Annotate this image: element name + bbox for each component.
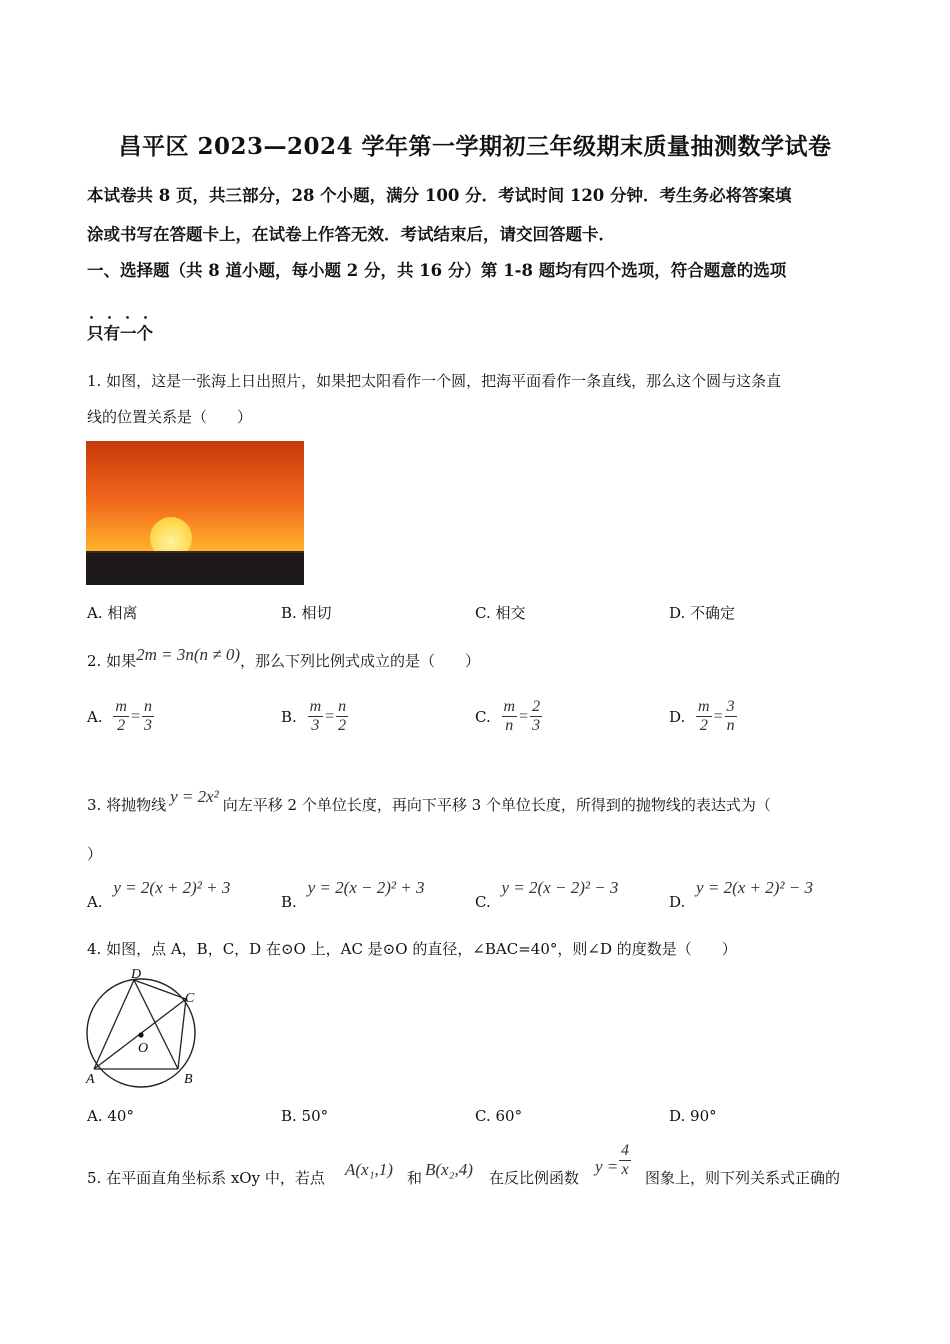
q3-option-letter: B.	[281, 893, 297, 911]
emphasis-text: 只有一个	[87, 324, 153, 343]
denominator: 2	[338, 717, 347, 734]
q5-suffix: 图象上，则下列关系式正确的	[645, 1169, 841, 1187]
emphasis-dots: ．．．．	[89, 303, 170, 322]
q5-point-b: B(x₂,4)	[425, 1160, 473, 1179]
label-o: O	[138, 1041, 149, 1056]
numerator: m	[698, 698, 710, 715]
q2-prefix: 2. 如果	[87, 652, 137, 670]
fraction	[696, 698, 712, 735]
numerator: m	[115, 698, 127, 715]
denominator: 3	[311, 717, 320, 734]
q4-option-c[interactable]: C. 60°	[475, 1107, 523, 1125]
chord-ad	[94, 980, 134, 1069]
label-d: D	[131, 967, 142, 982]
q3-stem	[87, 787, 771, 815]
label-a: A	[86, 1072, 95, 1087]
q4-option-b[interactable]: B. 50°	[281, 1107, 329, 1125]
denominator: x	[621, 1161, 629, 1178]
numerator: m	[309, 698, 322, 715]
q1-option-c[interactable]: C. 相交	[475, 604, 526, 622]
sky	[86, 441, 304, 553]
q2-option-d[interactable]: D. $\frac{m}{2}$ = $\frac{3}{n}$	[669, 698, 735, 734]
denominator: 3	[143, 717, 152, 734]
fraction	[336, 698, 348, 735]
fraction	[502, 698, 518, 735]
q3-option-math: y = 2(x + 2)² + 3	[113, 878, 231, 897]
q3-option-letter: D.	[669, 893, 686, 911]
q2-stem	[87, 645, 481, 671]
denominator: n	[505, 717, 514, 734]
label-b: B	[184, 1072, 193, 1087]
sunrise-photo	[86, 441, 304, 585]
numerator: 3	[726, 698, 735, 715]
center-point	[138, 1032, 143, 1037]
q4-option-a[interactable]: A. 40°	[87, 1107, 134, 1125]
denominator: 3	[532, 717, 541, 734]
q3-parabola-math: y = 2x²	[170, 787, 219, 806]
intro-line-2: 涂或书写在答题卡上，在试卷上作答无效．考试结束后，请交回答题卡．	[87, 225, 615, 244]
fraction	[530, 698, 542, 735]
q2-option-c[interactable]: C. $\frac{m}{n}$ = $\frac{2}{3}$	[475, 698, 541, 734]
fraction	[725, 698, 737, 735]
page-title: 昌平区 2023—2024 学年第一学期初三年级期末质量抽测数学试卷	[118, 133, 832, 160]
q5-func-fraction	[619, 1142, 631, 1179]
q1-option-b[interactable]: B. 相切	[281, 604, 332, 622]
q5-func-lhs: y =	[595, 1157, 619, 1176]
fraction	[142, 698, 154, 735]
q2-option-letter: B.	[281, 707, 297, 726]
q1-text-line-1: 1. 如图，这是一张海上日出照片，如果把太阳看作一个圆，把海平面看作一条直线，那么这个圆与这条直	[87, 372, 782, 390]
denominator: 2	[117, 717, 126, 734]
numerator: m	[503, 698, 516, 715]
q3-option-b[interactable]	[281, 878, 425, 911]
circle-diagram	[80, 966, 210, 1090]
numerator: n	[143, 698, 152, 715]
q3-option-math: y = 2(x + 2)² − 3	[696, 878, 813, 897]
fraction	[308, 698, 324, 735]
numerator: 2	[532, 698, 541, 715]
q3-prefix: 3. 将抛物线	[87, 796, 167, 814]
q2-condition-math: 2m = 3n(n ≠ 0)	[136, 645, 240, 664]
sea	[86, 551, 304, 585]
q1-option-a[interactable]: A. 相离	[87, 604, 138, 622]
q2-suffix: ，那么下列比例式成立的是（ ）	[240, 652, 481, 670]
q2-option-a[interactable]: A. $\frac{m}{2}$ = $\frac{n}{3}$	[87, 698, 152, 734]
numerator: n	[338, 698, 347, 715]
q3-stem-line-2: ）	[87, 845, 103, 863]
q3-suffix: 向左平移 2 个单位长度，再向下平移 3 个单位长度，所得到的抛物线的表达式为（	[222, 796, 771, 814]
q3-option-c[interactable]	[475, 878, 619, 911]
chord-bc	[178, 999, 186, 1069]
q5-point-a: A(x₁,1)	[345, 1160, 393, 1179]
q3-option-math: y = 2(x − 2)² − 3	[501, 878, 619, 897]
horizon-line	[86, 551, 304, 553]
q1-option-d[interactable]: D. 不确定	[669, 604, 736, 622]
q3-option-d[interactable]	[669, 878, 813, 911]
numerator: 4	[621, 1142, 629, 1159]
q5-mid2: 在反比例函数	[489, 1169, 580, 1187]
intro-line-1: 本试卷共 8 页，共三部分，28 个小题，满分 100 分．考试时间 120 分钟．考生务必将答案填	[87, 186, 792, 205]
q2-option-b[interactable]: B. $\frac{m}{3}$ = $\frac{n}{2}$	[281, 698, 347, 734]
fraction	[113, 698, 129, 735]
section-heading: 一、选择题（共 8 道小题，每小题 2 分，共 16 分）第 1-8 题均有四个选项，符合题意的选项	[87, 261, 787, 280]
q3-option-letter: C.	[475, 893, 491, 911]
q5-stem	[87, 1142, 887, 1192]
denominator: 2	[699, 717, 708, 734]
q5-and: 和	[407, 1169, 423, 1187]
q2-option-letter: A.	[87, 707, 103, 726]
q1-text-line-2: 线的位置关系是（ ）	[87, 408, 253, 426]
q5-prefix: 5. 在平面直角坐标系 xOy 中，若点	[87, 1169, 325, 1187]
q3-option-math: y = 2(x − 2)² + 3	[307, 878, 425, 897]
q4-stem: 4. 如图，点 A，B，C，D 在⊙O 上，AC 是⊙O 的直径，∠BAC=40°，则∠D 的度数是（ ）	[87, 940, 737, 958]
q2-option-letter: C.	[475, 707, 491, 726]
q2-option-letter: D.	[669, 707, 686, 726]
q4-option-d[interactable]: D. 90°	[669, 1107, 717, 1125]
denominator: n	[726, 717, 735, 734]
q3-option-a[interactable]	[87, 878, 231, 911]
label-c: C	[185, 991, 195, 1006]
q3-option-letter: A.	[87, 893, 103, 911]
